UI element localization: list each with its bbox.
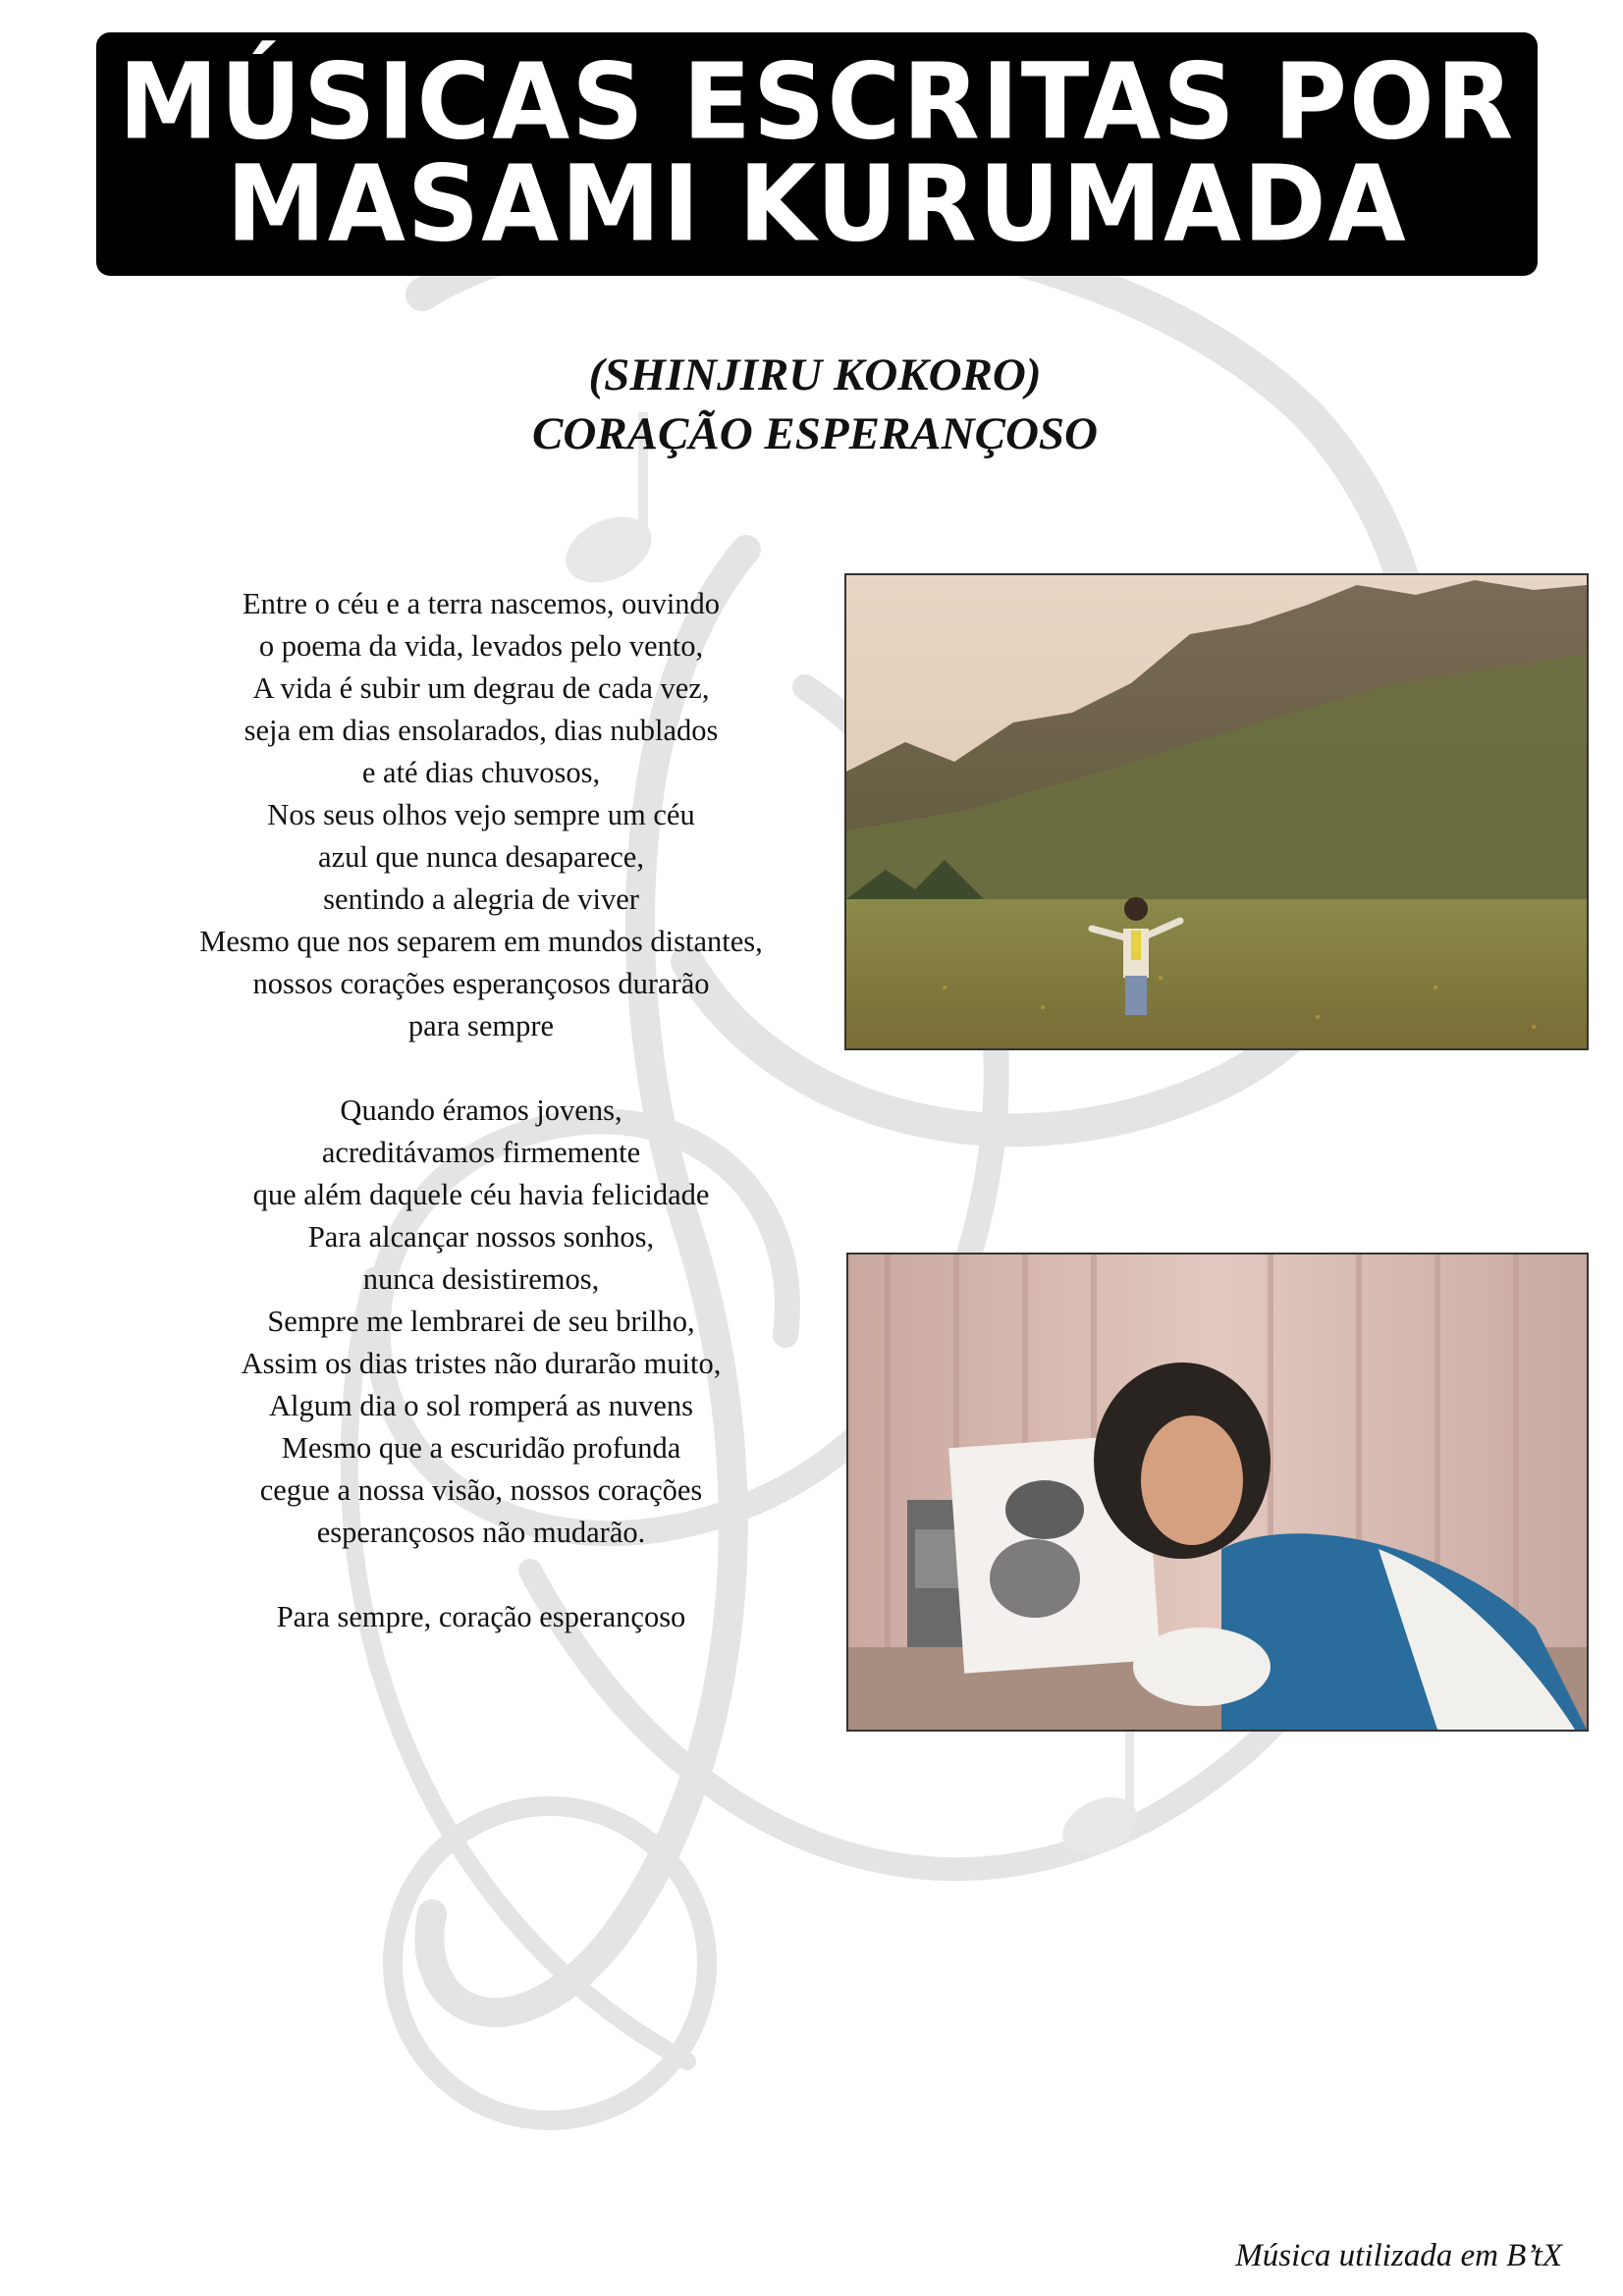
lyric-line: nunca desistiremos, [362, 1262, 600, 1296]
lyric-line: Quando éramos jovens, [340, 1094, 622, 1127]
lyric-line: o poema da vida, levados pelo vento, [258, 629, 704, 663]
lyric-line: que além daquele céu havia felicidade [252, 1178, 710, 1211]
lyric-line: Algum dia o sol romperá as nuvens [268, 1389, 693, 1422]
lyric-line: e até dias chuvosos, [361, 756, 601, 789]
artist-with-drawing-photo [846, 1253, 1589, 1732]
lyric-line: esperançosos não mudarão. [316, 1516, 646, 1549]
lyric-line: Nos seus olhos vejo sempre um céu [267, 798, 695, 831]
lyric-line: A vida é subir um degrau de cada vez, [252, 671, 710, 705]
lyrics-stanza-1 [128, 583, 835, 1047]
lyric-line: Entre o céu e a terra nascemos, ouvindo [242, 587, 721, 620]
lyric-line: Sempre me lembrarei de seu brilho, [267, 1305, 695, 1338]
lyric-line: nossos corações esperançosos durarão [252, 967, 710, 1000]
lyrics-stanza-3 [128, 1596, 835, 1638]
banner-title-line-1: MÚSICAS ESCRITAS POR [118, 41, 1516, 164]
lyric-line: acreditávamos firmemente [321, 1136, 641, 1169]
lyric-line: Para alcançar nossos sonhos, [307, 1220, 655, 1254]
lyric-line: Para sempre, coração esperançoso [276, 1600, 686, 1633]
lyric-line: cegue a nossa visão, nossos corações [259, 1473, 703, 1507]
lyric-line: azul que nunca desaparece, [318, 840, 644, 874]
song-title [324, 346, 1306, 463]
lyrics-block [128, 583, 835, 1681]
lyric-line: para sempre [407, 1009, 555, 1042]
lyric-line: Assim os dias tristes não durarão muito, [241, 1347, 722, 1380]
lyric-line: Mesmo que nos separem em mundos distantes, [199, 925, 763, 958]
footer-note: Música utilizada em B’tX [1235, 2238, 1562, 2273]
lyric-line: seja em dias ensolarados, dias nublados [243, 714, 719, 747]
title-banner [96, 32, 1538, 276]
banner-title-line-2: MASAMI KURUMADA [226, 143, 1408, 266]
lyric-line: sentindo a alegria de viver [323, 882, 639, 916]
lyrics-stanza-2 [128, 1090, 835, 1554]
song-translated-title: CORAÇÃO ESPERANÇOSO [532, 408, 1098, 459]
mountain-meadow-photo [844, 573, 1589, 1050]
song-original-title: (SHINJIRU KOKORO) [588, 349, 1042, 400]
lyric-line: Mesmo que a escuridão profunda [281, 1431, 681, 1465]
